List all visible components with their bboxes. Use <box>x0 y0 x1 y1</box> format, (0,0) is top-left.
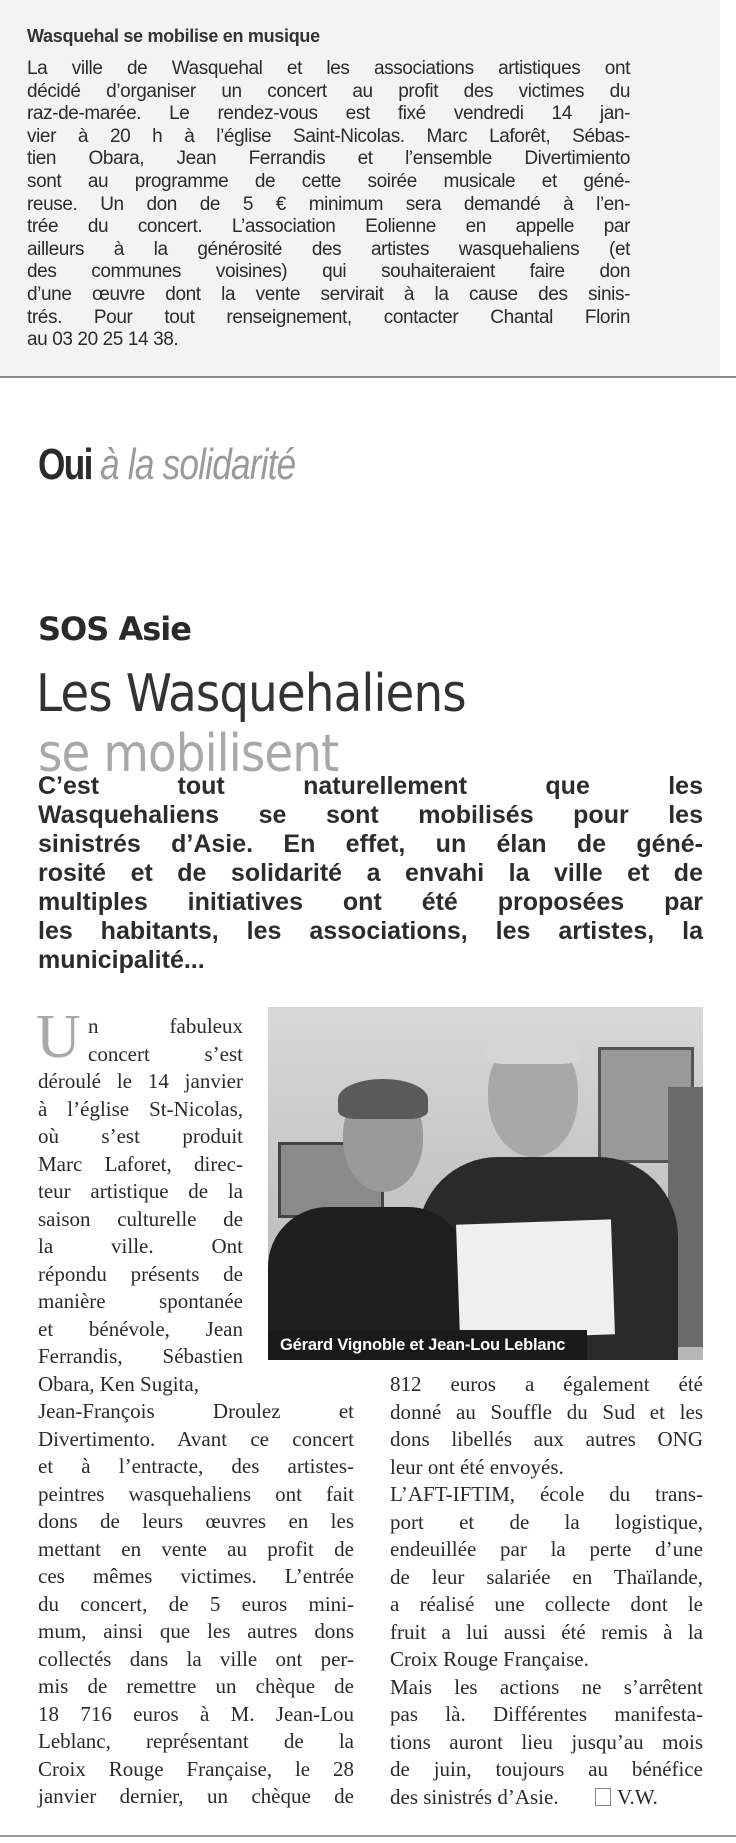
column-line: la ville. Ont <box>38 1234 243 1258</box>
brief-line: des communes voisines) qui souhaiteraient faire don <box>27 261 630 283</box>
column-line: tions auront lieu jusqu’au mois <box>390 1729 703 1754</box>
column-line: concert s’est <box>88 1041 243 1066</box>
lead-line: rosité et de solidarité a envahi la ville et de <box>38 859 703 887</box>
column-line: du concert, de 5 euros mini- <box>38 1591 354 1616</box>
column-line: Marc Laforet, direc- <box>38 1151 243 1176</box>
column-line: et bénévole, Jean <box>38 1316 243 1341</box>
column-line: répondu présents de <box>38 1261 243 1286</box>
brief-line: d’une œuvre dont la vente servirait à la cause des sinis- <box>27 284 630 305</box>
end-mark-icon <box>595 1788 611 1806</box>
article-title: Les Wasquehaliens <box>36 664 466 724</box>
brief-line: vier à 20 h à l’église Saint-Nicolas. Marc Laforêt, Sébas- <box>27 125 630 147</box>
column-line: Jean-François Droulez et <box>38 1399 354 1423</box>
column-line: manière spontanée <box>38 1289 243 1313</box>
column-line: Obara, Ken Sugita, <box>38 1371 199 1396</box>
column-line: leur ont été envoyés. <box>390 1454 564 1479</box>
column-line: a réalisé une collecte dont le <box>390 1592 703 1616</box>
column-line: donné au Souffle du Sud et les <box>390 1399 703 1424</box>
column-line: 18 716 euros à M. Jean-Lou <box>38 1701 354 1726</box>
column-line: des sinistrés d’Asie. <box>390 1784 559 1809</box>
brief-line: raz-de-marée. Le rendez-vous est fixé vendredi 14 jan- <box>27 103 630 125</box>
brief-line: décidé d’organiser un concert au profit des victimes du <box>27 80 630 102</box>
column-line: Leblanc, représentant de la <box>38 1729 354 1753</box>
column-line: Divertimento. Avant ce concert <box>38 1426 354 1451</box>
column-line: port et de la logistique, <box>390 1509 703 1534</box>
column-line: et à l’entracte, des artistes- <box>38 1454 354 1478</box>
person-right-hair <box>486 1029 580 1064</box>
column-line: teur artistique de la <box>38 1179 243 1203</box>
article-kicker: SOS Asie <box>38 610 191 648</box>
brief-line: trés. Pour tout renseignement, contacter Chantal Florin <box>27 306 630 328</box>
lead-line: Wasquehaliens se sont mobilisés pour les <box>38 801 703 829</box>
column-line: n fabuleux <box>88 1014 243 1038</box>
lead-line: municipalité... <box>38 946 205 974</box>
column-line: Ferrandis, Sébastien <box>38 1344 243 1368</box>
brief-line: sont au programme de cette soirée musicale et géné- <box>27 171 630 192</box>
drop-cap: U <box>36 1003 81 1071</box>
column-line: Croix Rouge Française, le 28 <box>38 1756 354 1781</box>
column-line: Croix Rouge Française. <box>390 1647 589 1671</box>
brief-line: au 03 20 25 14 38. <box>27 329 179 351</box>
bottom-divider <box>0 1835 736 1837</box>
column-line: mum, ainsi que les autres dons <box>38 1619 354 1643</box>
author-signature <box>585 1784 658 1811</box>
column-line: dons de leurs œuvres en les <box>38 1509 354 1533</box>
column-line: pas là. Différentes manifesta- <box>390 1702 703 1726</box>
column-line: mettant en vente au profit de <box>38 1536 354 1561</box>
brief-headline: Wasquehal se mobilise en musique <box>27 26 320 46</box>
photo-caption: Gérard Vignoble et Jean-Lou Leblanc <box>268 1330 587 1360</box>
column-line: dons libellés aux autres ONG <box>390 1427 703 1451</box>
article-photo <box>268 1007 703 1360</box>
column-line: L’AFT-IFTIM, école du trans- <box>390 1482 703 1506</box>
column-line: ces mêmes victimes. L’entrée <box>38 1564 354 1588</box>
column-line: endeuillée par la perte d’une <box>390 1537 703 1561</box>
cheque-document <box>456 1219 615 1339</box>
article-subtitle: se mobilisent <box>38 724 339 784</box>
divider <box>0 376 736 378</box>
lead-line: C’est tout naturellement que les <box>38 772 703 800</box>
column-line: déroulé le 14 janvier <box>38 1069 243 1093</box>
brief-article <box>0 0 720 378</box>
section-heading-bold: Oui <box>38 440 92 489</box>
lead-line: multiples initiatives ont été proposées par <box>38 888 703 916</box>
column-line: où s’est produit <box>38 1124 243 1148</box>
lead-line: les habitants, les associations, les artistes, la <box>38 917 703 945</box>
brief-line: tien Obara, Jean Ferrandis et l’ensemble Divertimiento <box>27 148 630 170</box>
signature-text: V.W. <box>617 1784 658 1809</box>
section-heading-rest: à la solidarité <box>100 440 296 489</box>
column-line: janvier dernier, un chèque de <box>38 1784 354 1808</box>
brief-line: La ville de Wasquehal et les associations artistiques ont <box>27 58 630 79</box>
section-heading <box>38 440 295 490</box>
column-line: Mais les actions ne s’arrêtent <box>390 1674 703 1699</box>
brief-line: trée du concert. L’association Eolienne en appelle par <box>27 216 630 238</box>
lead-line: sinistrés d’Asie. En effet, un élan de géné- <box>38 830 703 858</box>
column-line: saison culturelle de <box>38 1206 243 1231</box>
brief-line: ailleurs à la générosité des artistes wasquehaliens (et <box>27 238 630 260</box>
person-left-hair <box>338 1079 428 1119</box>
column-line: 812 euros a également été <box>390 1372 703 1396</box>
column-line: à l’église St-Nicolas, <box>38 1096 243 1121</box>
column-line: de leur salariée en Thaïlande, <box>390 1564 703 1589</box>
column-line: collectés dans la ville ont per- <box>38 1646 354 1671</box>
brief-line: reuse. Un don de 5 € minimum sera demandé à l’en- <box>27 193 630 215</box>
column-line: de juin, toujours au bénéfice <box>390 1757 703 1781</box>
column-line: fruit a lui aussi été remis à la <box>390 1619 703 1644</box>
column-line: peintres wasquehaliens ont fait <box>38 1481 354 1506</box>
column-line: mis de remettre un chèque de <box>38 1674 354 1698</box>
